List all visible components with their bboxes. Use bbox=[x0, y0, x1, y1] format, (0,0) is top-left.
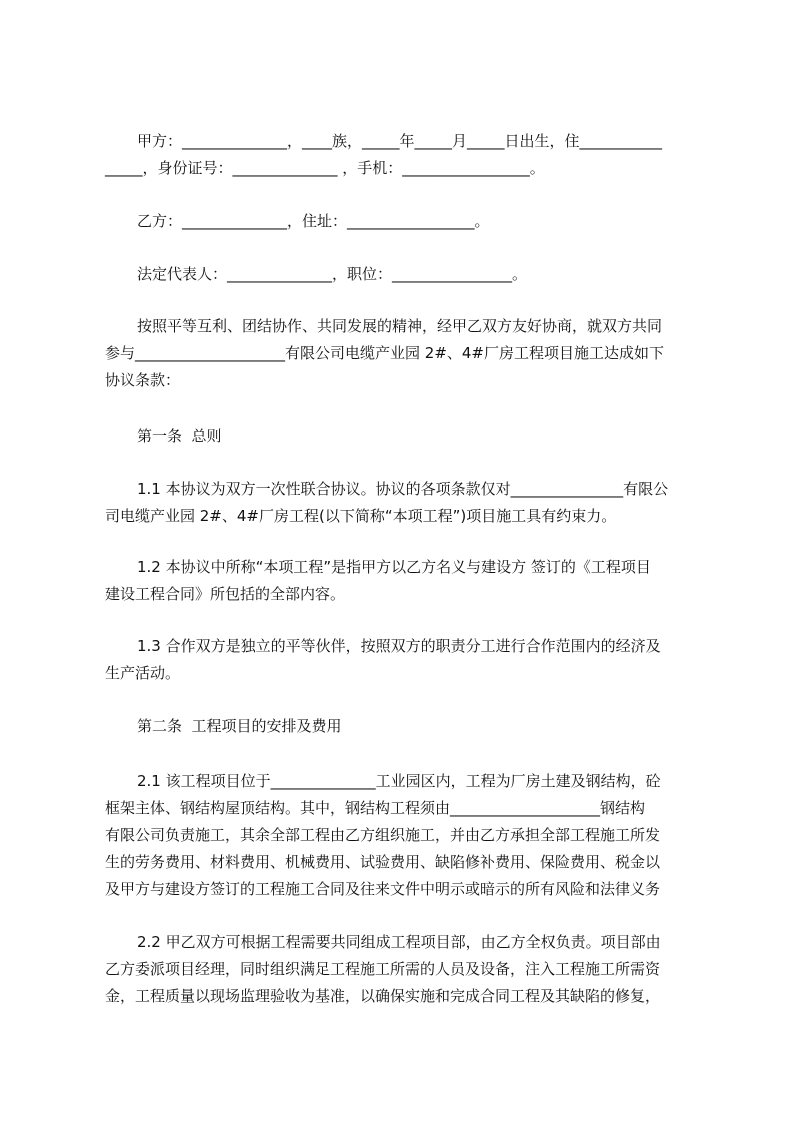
clause-2-1-line-4: 生的劳务费用、材料费用、机械费用、试验费用、缺陷修补费用、保险费用、税金以 bbox=[105, 853, 661, 871]
preamble-line-1: 按照平等互利、团结协作、共同发展的精神，经甲乙双方友好协商，就双方共同 bbox=[137, 317, 663, 335]
clause-1-3-line-1: 1.3 合作双方是独立的平等伙伴，按照双方的职责分工进行合作范围内的经济及 bbox=[137, 637, 661, 655]
clause-2-2-line-3: 金，工程质量以现场监理验收为基准，以确保实施和完成合同工程及其缺陷的修复， bbox=[105, 987, 661, 1005]
clause-2-1-line-5: 及甲方与建设方签订的工程施工合同及往来文件中明示或暗示的所有风险和法律义务 bbox=[105, 880, 661, 898]
clause-2-1-line-3: 有限公司负责施工，其余全部工程由乙方组织施工，并由乙方承担全部工程施工所发 bbox=[105, 826, 661, 844]
preamble-line-3: 协议条款： bbox=[105, 371, 181, 389]
clause-2-2-line-2: 乙方委派项目经理，同时组织满足工程施工所需的人员及设备，注入工程施工所需资 bbox=[105, 960, 661, 978]
article-1-heading: 第一条 总则 bbox=[137, 427, 222, 445]
preamble-line-2: 参与____________________有限公司电缆产业园 2#、4#厂房工程项目施工达成如下 bbox=[105, 344, 664, 362]
party-b-line: 乙方：______________，住址：_________________。 bbox=[137, 212, 490, 230]
clause-2-1-line-2: 框架主体、钢结构屋顶结构。其中，钢结构工程须由____________________钢结构 bbox=[105, 799, 646, 817]
clause-2-2-line-1: 2.2 甲乙双方可根据工程需要共同组成工程项目部，由乙方全权负责。项目部由 bbox=[137, 933, 661, 951]
party-a-line-1: 甲方：______________，____族，_____年_____月_____日出生，住___________ bbox=[137, 132, 663, 150]
clause-1-2-line-1: 1.2 本协议中所称“本项工程”是指甲方以乙方名义与建设方 签订的《工程项目 bbox=[137, 558, 651, 576]
clause-2-1-line-1: 2.1 该工程项目位于______________工业园区内，工程为厂房土建及钢结构，砼 bbox=[137, 772, 661, 790]
legal-representative-line: 法定代表人：______________，职位：________________。 bbox=[137, 265, 528, 283]
clause-1-1-line-2: 司电缆产业园 2#、4#厂房工程(以下简称“本项工程”)项目施工具有约束力。 bbox=[105, 507, 617, 525]
clause-1-2-line-2: 建设工程合同》所包括的全部内容。 bbox=[105, 585, 346, 603]
party-a-line-2: _____，身份证号：______________ ，手机：_________________。 bbox=[105, 159, 545, 177]
clause-1-3-line-2: 生产活动。 bbox=[105, 664, 181, 682]
clause-1-1-line-1: 1.1 本协议为双方一次性联合协议。协议的各项条款仅对_______________有限公 bbox=[137, 480, 669, 498]
article-2-heading: 第二条 工程项目的安排及费用 bbox=[137, 717, 342, 735]
